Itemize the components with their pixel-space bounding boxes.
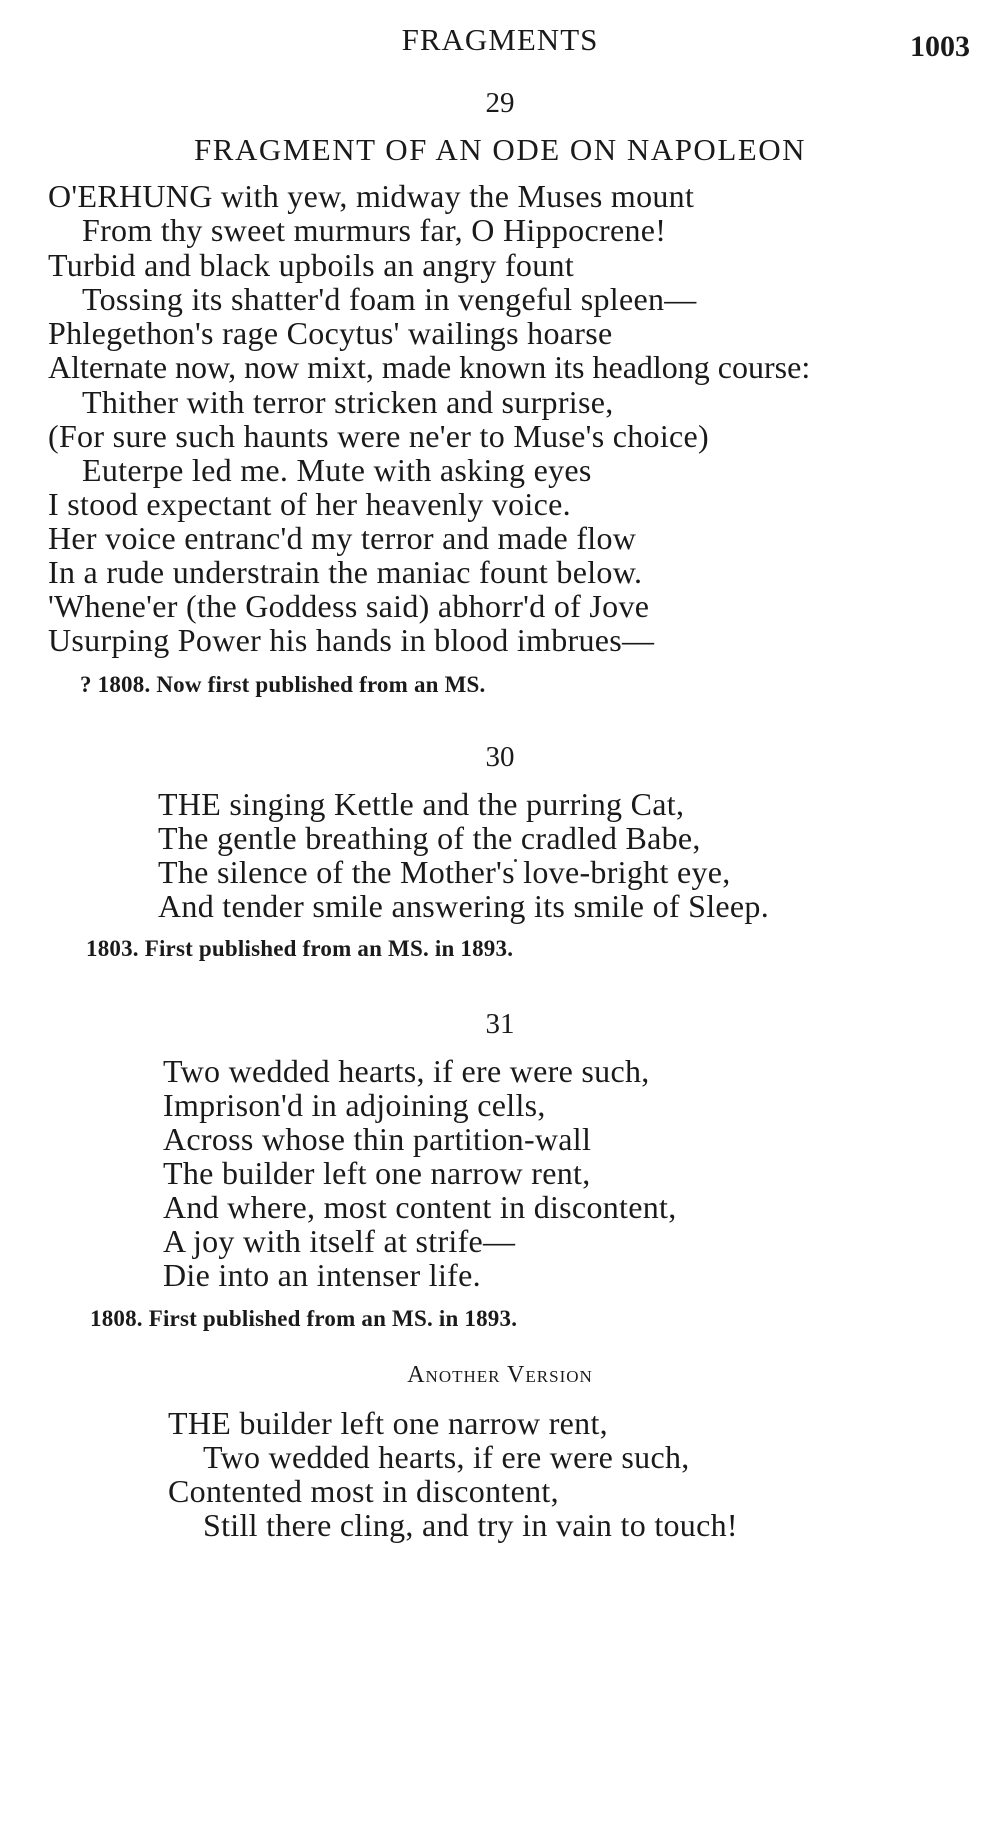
poem-line: 'Whene'er (the Goddess said) abhorr'd of Jove: [48, 588, 650, 624]
poem-line: The builder left one narrow rent,: [163, 1155, 591, 1191]
poem-line: Phlegethon's rage Cocytus' wailings hoarse: [48, 315, 613, 351]
poem-line: THE singing Kettle and the purring Cat,: [158, 786, 685, 822]
poem-line: In a rude understrain the maniac fount below.: [48, 554, 643, 590]
poem-line: Her voice entranc'd my terror and made flow: [48, 520, 637, 556]
running-head: FRAGMENTS: [401, 22, 599, 57]
poem-line: Thither with terror stricken and surprise,: [82, 384, 614, 420]
poem-line: Still there cling, and try in vain to touch!: [203, 1507, 738, 1543]
poem-line: THE builder left one narrow rent,: [168, 1405, 608, 1441]
poem-line: Two wedded hearts, if ere were such,: [163, 1053, 650, 1089]
another-version-heading: Another Version: [407, 1362, 593, 1388]
fragment-29-title: FRAGMENT OF AN ODE ON NAPOLEON: [194, 132, 806, 167]
poem-line: Usurping Power his hands in blood imbrues—: [48, 622, 655, 658]
poem-line: From thy sweet murmurs far, O Hippocrene!: [82, 212, 667, 248]
poem-line: Contented most in discontent,: [168, 1473, 559, 1509]
poem-line: The gentle breathing of the cradled Babe,: [158, 820, 701, 856]
poem-line: Alternate now, now mixt, made known its headlong course:: [48, 349, 811, 385]
poem-line: The silence of the Mother's love-bright eye,: [158, 854, 731, 890]
date-note: 1803. First published from an MS. in 1893.: [86, 936, 514, 961]
poem-line: Euterpe led me. Mute with asking eyes: [82, 452, 592, 488]
poem-line: (For sure such haunts were ne'er to Muse's choice): [48, 418, 709, 454]
poem-line: Imprison'd in adjoining cells,: [163, 1087, 546, 1123]
poem-line: Turbid and black upboils an angry fount: [48, 247, 575, 283]
poem-line: Die into an intenser life.: [163, 1257, 481, 1293]
fragment-29-number: 29: [485, 87, 515, 119]
poem-line: Across whose thin partition-wall: [163, 1121, 592, 1157]
date-note: 1808. First published from an MS. in 1893.: [90, 1306, 518, 1331]
poem-line: Tossing its shatter'd foam in vengeful spleen—: [82, 281, 697, 317]
poem-line: I stood expectant of her heavenly voice.: [48, 486, 571, 522]
poem-line: And where, most content in discontent,: [163, 1189, 677, 1225]
poem-line: Two wedded hearts, if ere were such,: [203, 1439, 690, 1475]
date-note: ? 1808. Now first published from an MS.: [80, 672, 486, 697]
page-number: 1003: [910, 30, 970, 63]
fragment-31-number: 31: [485, 1008, 515, 1040]
poem-line: And tender smile answering its smile of Sleep.: [158, 888, 770, 924]
poem-line: O'ERHUNG with yew, midway the Muses mount: [48, 178, 695, 214]
poem-line: A joy with itself at strife—: [163, 1223, 516, 1259]
fragment-30-number: 30: [485, 741, 515, 773]
